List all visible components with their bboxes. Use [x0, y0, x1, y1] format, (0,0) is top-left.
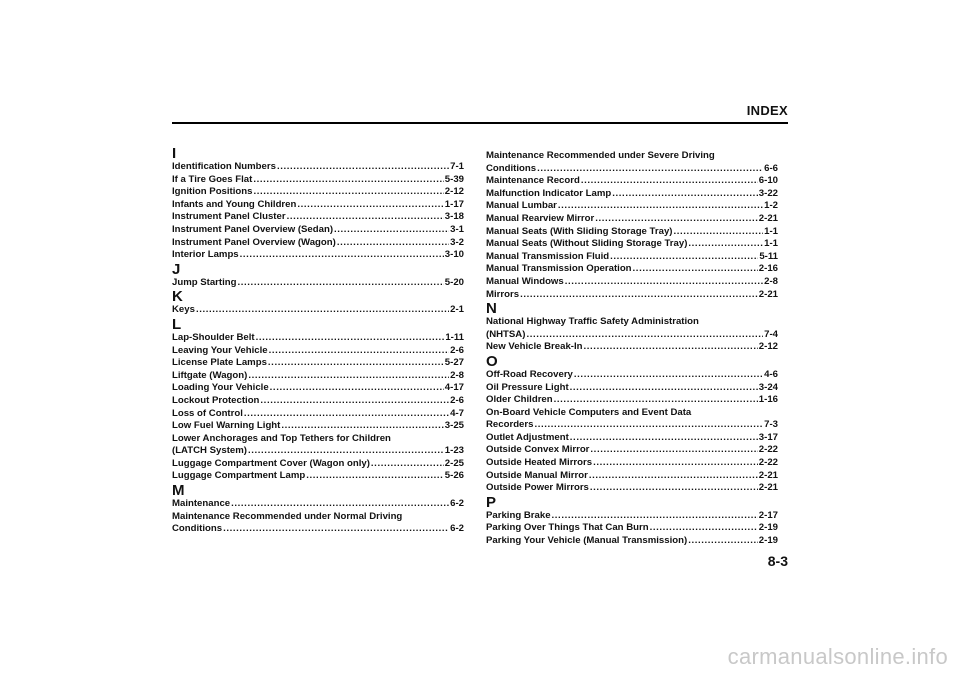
entry-row [172, 420, 464, 433]
entry-title: Luggage Compartment Cover (Wagon only) [172, 457, 370, 469]
entry-title: Lockout Protection [172, 394, 260, 406]
index-entry[interactable] [486, 226, 778, 239]
entry-row [172, 357, 464, 370]
entry-row [486, 457, 778, 470]
entry-title: Manual Rearview Mirror [486, 212, 595, 224]
entry-page: 3-22 [758, 187, 778, 199]
entry-title: Loss of Control [172, 407, 243, 419]
entry-title: Manual Windows [486, 275, 564, 287]
entry-page: 2-21 [758, 288, 778, 300]
index-column-left [172, 146, 464, 536]
entry-page: 1-23 [444, 445, 464, 457]
index-entry[interactable] [172, 498, 464, 511]
index-entry[interactable] [486, 316, 778, 341]
dot-leader [534, 419, 763, 432]
entry-title: Outside Power Mirrors [486, 482, 589, 494]
entry-title: Parking Brake [486, 509, 551, 521]
entry-row [172, 395, 464, 408]
entry-row [486, 419, 778, 432]
dot-leader [269, 345, 450, 358]
section-letter: P [486, 493, 497, 511]
dot-leader [612, 188, 758, 201]
header-title: INDEX [746, 103, 788, 118]
entry-page: 7-4 [764, 328, 778, 340]
entry-page: 3-18 [444, 211, 464, 223]
entry-title: Instrument Panel Overview (Wagon) [172, 236, 336, 248]
entry-title: Maintenance [172, 498, 231, 510]
entry-row [486, 470, 778, 483]
dot-leader [268, 357, 444, 370]
entry-page: 2-8 [450, 369, 464, 381]
section-letter: J [172, 260, 181, 278]
entry-row [486, 200, 778, 213]
entry-page: 3-2 [450, 236, 464, 248]
entry-title: Outside Heated Mirrors [486, 457, 593, 469]
entry-title: License Plate Lamps [172, 357, 267, 369]
entry-page: 2-6 [450, 344, 464, 356]
dot-leader [196, 304, 449, 317]
index-entry[interactable] [172, 511, 464, 536]
index-entry[interactable] [172, 277, 464, 290]
entry-title: Luggage Compartment Lamp [172, 470, 306, 482]
entry-page: 1-1 [764, 238, 778, 250]
index-entry[interactable] [486, 263, 778, 276]
entry-row [486, 276, 778, 289]
entry-title: Liftgate (Wagon) [172, 369, 248, 381]
dot-leader [248, 370, 449, 383]
entry-title: Infants and Young Children [172, 198, 297, 210]
index-entry[interactable] [486, 482, 778, 495]
entry-page: 2-16 [758, 263, 778, 275]
entry-page: 5-26 [444, 470, 464, 482]
dot-leader [520, 289, 758, 302]
entry-title: Low Fuel Warning Light [172, 420, 281, 432]
entry-row [172, 382, 464, 395]
dot-leader [277, 161, 449, 174]
section-letter: I [172, 145, 177, 162]
entry-row [172, 224, 464, 237]
entry-title: Maintenance Recommended under Severe Driving [486, 150, 715, 161]
page-number: 8-3 [767, 553, 788, 569]
dot-leader [570, 432, 758, 445]
entry-row [172, 498, 464, 511]
entry-page: 1-11 [445, 331, 464, 343]
entry-page: 3-17 [758, 431, 778, 443]
index-entry[interactable] [486, 382, 778, 395]
index-entry[interactable] [486, 200, 778, 213]
dot-leader [650, 522, 758, 535]
entry-row [172, 370, 464, 383]
index-entry[interactable] [172, 224, 464, 237]
entry-row [172, 174, 464, 187]
index-entry[interactable] [486, 407, 778, 432]
index-entry[interactable] [172, 332, 464, 345]
entry-row [172, 408, 464, 421]
entry-page: 7-3 [764, 419, 778, 431]
entry-page: 1-16 [758, 394, 778, 406]
entry-page: 6-2 [450, 523, 464, 535]
dot-leader [306, 470, 444, 483]
dot-leader [565, 276, 763, 289]
index-entry[interactable] [172, 211, 464, 224]
entry-page: 5-20 [444, 276, 464, 288]
entry-title-cont: Recorders [486, 419, 534, 431]
entry-title: Older Children [486, 394, 553, 406]
dot-leader [590, 482, 758, 495]
index-entry[interactable] [486, 510, 778, 523]
entry-page: 4-17 [444, 382, 464, 394]
entry-title: Manual Lumbar [486, 200, 557, 212]
entry-title: National Highway Traffic Safety Administration [486, 316, 699, 328]
dot-leader [260, 395, 449, 408]
entry-row [486, 382, 778, 395]
dot-leader [610, 251, 758, 264]
index-entry[interactable] [172, 458, 464, 471]
entry-row [486, 535, 778, 548]
entry-title: Ignition Positions [172, 186, 253, 198]
index-entry[interactable] [486, 289, 778, 302]
entry-row [486, 329, 778, 342]
entry-row [172, 304, 464, 317]
section-letter: O [486, 352, 498, 370]
entry-title-cont: (NHTSA) [486, 328, 526, 340]
index-entry[interactable] [486, 188, 778, 201]
dot-leader [552, 510, 758, 523]
entry-page: 2-19 [758, 535, 778, 547]
entry-title: Loading Your Vehicle [172, 382, 269, 394]
entry-title: Maintenance Recommended under Normal Driving [172, 510, 403, 522]
entry-page: 2-6 [450, 394, 464, 406]
entry-row [486, 175, 778, 188]
index-entry[interactable] [172, 408, 464, 421]
entry-page: 5-39 [444, 173, 464, 185]
entry-title-cont: Conditions [486, 162, 537, 174]
entry-page: 3-24 [758, 381, 778, 393]
entry-title: Instrument Panel Cluster [172, 211, 286, 223]
index-entry[interactable] [172, 420, 464, 433]
entry-row [486, 522, 778, 535]
entry-row [486, 213, 778, 226]
entry-title: Parking Your Vehicle (Manual Transmission) [486, 535, 688, 547]
entry-row [486, 510, 778, 523]
dot-leader [688, 238, 763, 251]
entry-page: 1-2 [764, 200, 778, 212]
entry-row [172, 523, 464, 536]
index-entry[interactable] [172, 161, 464, 174]
entry-title: Malfunction Indicator Lamp [486, 187, 612, 199]
watermark: carmanualsonline.info [727, 644, 948, 669]
entry-page: 6-10 [758, 175, 778, 187]
index-entry[interactable] [172, 345, 464, 358]
dot-leader [238, 277, 444, 290]
entry-page: 2-12 [444, 186, 464, 198]
entry-row [172, 445, 464, 458]
entry-page: 6-6 [764, 162, 778, 174]
entry-title: Parking Over Things That Can Burn [486, 522, 649, 534]
section-letter: M [172, 482, 185, 500]
entry-row [172, 458, 464, 471]
entry-title-cont: (LATCH System) [172, 445, 247, 457]
index-entry[interactable] [172, 433, 464, 458]
entry-page: 2-8 [764, 275, 778, 287]
dot-leader [281, 420, 443, 433]
entry-page: 2-17 [758, 509, 778, 521]
entry-page: 1-1 [764, 225, 778, 237]
dot-leader [256, 332, 445, 345]
entry-title: Manual Seats (With Sliding Storage Tray) [486, 225, 673, 237]
entry-row [172, 237, 464, 250]
dot-leader [554, 394, 758, 407]
index-entry[interactable] [486, 150, 778, 175]
index-entry[interactable] [172, 249, 464, 262]
index-entry[interactable] [486, 175, 778, 188]
entry-page: 3-25 [444, 420, 464, 432]
entry-title: Oil Pressure Light [486, 381, 569, 393]
entry-page: 2-12 [758, 341, 778, 353]
entry-row [486, 341, 778, 354]
dot-leader [334, 224, 449, 237]
index-entry[interactable] [486, 522, 778, 535]
entry-title: Outside Convex Mirror [486, 444, 590, 456]
entry-title: Outlet Adjustment [486, 431, 569, 443]
entry-page: 2-1 [450, 304, 464, 316]
entry-page: 1-17 [444, 198, 464, 210]
entry-row [172, 277, 464, 290]
index-entry[interactable] [486, 432, 778, 445]
dot-leader [581, 175, 758, 188]
section-letter: K [172, 288, 183, 306]
section-letter: N [486, 300, 497, 318]
dot-leader [570, 382, 758, 395]
entry-title: Jump Starting [172, 276, 237, 288]
entry-row [172, 211, 464, 224]
entry-page: 3-1 [450, 223, 464, 235]
dot-leader [590, 444, 757, 457]
index-entry[interactable] [486, 369, 778, 382]
dot-leader [244, 408, 449, 421]
dot-leader [537, 163, 763, 176]
entry-page: 4-6 [764, 368, 778, 380]
entry-title-cont: Conditions [172, 523, 223, 535]
dot-leader [593, 457, 758, 470]
entry-page: 2-22 [758, 457, 778, 469]
entry-title: Lap-Shoulder Belt [172, 331, 255, 343]
entry-title: Leaving Your Vehicle [172, 344, 268, 356]
entry-page: 2-21 [758, 482, 778, 494]
dot-leader [240, 249, 444, 262]
dot-leader [297, 199, 443, 212]
entry-title: On-Board Vehicle Computers and Event Data [486, 406, 692, 418]
dot-leader [253, 186, 443, 199]
dot-leader [231, 498, 449, 511]
index-entry[interactable] [486, 470, 778, 483]
index-entry[interactable] [486, 457, 778, 470]
entry-title: Maintenance Record [486, 175, 580, 187]
index-entry[interactable] [172, 382, 464, 395]
entry-row [486, 289, 778, 302]
index-entry[interactable] [172, 470, 464, 483]
entry-row [486, 238, 778, 251]
dot-leader [589, 470, 758, 483]
entry-row [172, 249, 464, 262]
index-entry[interactable] [172, 174, 464, 187]
entry-title: Interior Lamps [172, 249, 239, 261]
dot-leader [558, 200, 763, 213]
dot-leader [633, 263, 758, 276]
entry-page: 2-22 [758, 444, 778, 456]
dot-leader [270, 382, 444, 395]
index-entry[interactable] [486, 394, 778, 407]
entry-title: Manual Transmission Operation [486, 263, 632, 275]
entry-row [486, 163, 778, 176]
entry-row [486, 369, 778, 382]
index-entry[interactable] [172, 237, 464, 250]
entry-row [172, 186, 464, 199]
dot-leader [584, 341, 758, 354]
entry-row [172, 332, 464, 345]
index-entry[interactable] [486, 444, 778, 457]
entry-title: Mirrors [486, 288, 520, 300]
dot-leader [674, 226, 764, 239]
entry-page: 7-1 [450, 161, 464, 172]
entry-row [172, 199, 464, 212]
entry-row [486, 394, 778, 407]
dot-leader [287, 211, 444, 224]
entry-title: Identification Numbers [172, 161, 276, 172]
entry-page: 2-21 [758, 212, 778, 224]
index-entry[interactable] [172, 357, 464, 370]
section-letter: L [172, 315, 182, 333]
index-entry[interactable] [486, 276, 778, 289]
index-entry[interactable] [486, 251, 778, 264]
entry-row [486, 263, 778, 276]
dot-leader [595, 213, 758, 226]
entry-title: Lower Anchorages and Top Tethers for Children [172, 432, 391, 444]
entry-title: Keys [172, 304, 195, 316]
entry-title: New Vehicle Break-In [486, 341, 583, 353]
entry-page: 2-21 [758, 469, 778, 481]
dot-leader [337, 237, 449, 250]
dot-leader [253, 174, 443, 187]
index-entry[interactable] [172, 395, 464, 408]
dot-leader [248, 445, 444, 458]
entry-page: 3-10 [444, 249, 464, 261]
entry-title: Off-Road Recovery [486, 368, 573, 380]
entry-title: Manual Seats (Without Sliding Storage Tray) [486, 238, 688, 250]
dot-leader [526, 329, 763, 342]
entry-row [486, 444, 778, 457]
entry-row [486, 432, 778, 445]
index-entry[interactable] [172, 199, 464, 212]
entry-row [172, 345, 464, 358]
index-entry[interactable] [486, 535, 778, 548]
index-entry[interactable] [486, 341, 778, 354]
entry-page: 4-7 [450, 407, 464, 419]
index-entry[interactable] [172, 370, 464, 383]
entry-page: 2-25 [444, 457, 464, 469]
page-header [172, 103, 788, 124]
dot-leader [223, 523, 449, 536]
entry-title: Manual Transmission Fluid [486, 250, 610, 262]
entry-row [172, 470, 464, 483]
index-entry[interactable] [172, 186, 464, 199]
index-column-right [486, 150, 778, 548]
entry-title: If a Tire Goes Flat [172, 173, 253, 185]
entry-page: 5-27 [444, 357, 464, 369]
entry-page: 5-11 [759, 250, 778, 262]
index-entry[interactable] [172, 304, 464, 317]
entry-row [486, 482, 778, 495]
entry-row [486, 188, 778, 201]
dot-leader [688, 535, 758, 548]
entry-row [486, 226, 778, 239]
dot-leader [371, 458, 444, 471]
entry-page: 2-19 [758, 522, 778, 534]
index-entry[interactable] [486, 213, 778, 226]
entry-title: Instrument Panel Overview (Sedan) [172, 223, 334, 235]
index-entry[interactable] [486, 238, 778, 251]
entry-row [486, 251, 778, 264]
entry-page: 6-2 [450, 498, 464, 510]
entry-row [172, 161, 464, 174]
entry-title: Outside Manual Mirror [486, 469, 588, 481]
dot-leader [574, 369, 763, 382]
